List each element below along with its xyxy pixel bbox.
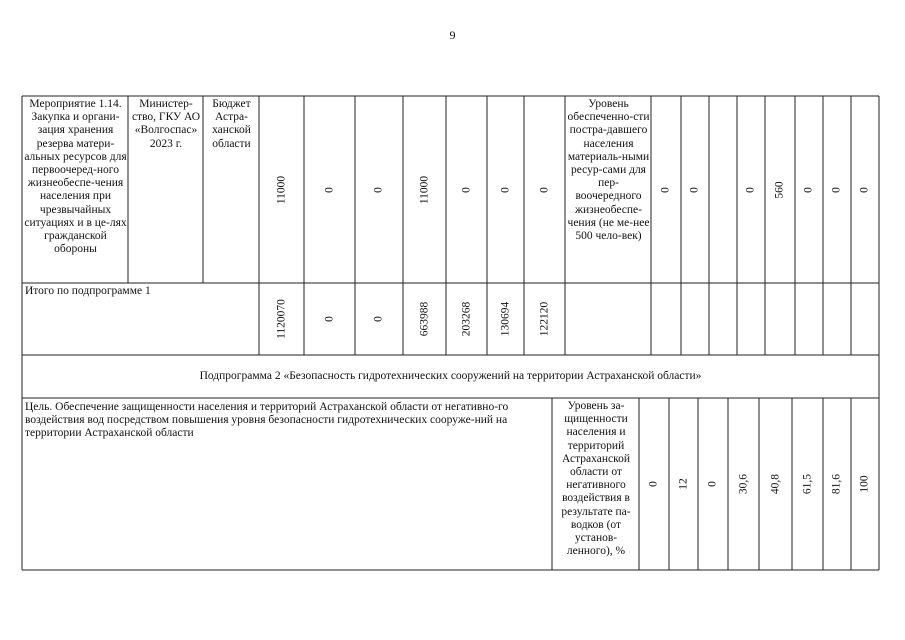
row2-funding-cell xyxy=(446,283,487,355)
row4-value: 81,6 xyxy=(830,473,843,495)
source-cell: Бюджет Астра-ханской области xyxy=(212,98,251,150)
row4-value: 0 xyxy=(647,481,660,487)
page-number: 9 xyxy=(449,28,456,42)
row1-funding-value: 11000 xyxy=(417,175,430,204)
row2-funding-value: 0 xyxy=(372,316,385,322)
row4-value: 40,8 xyxy=(768,473,781,495)
row4-value-cell xyxy=(669,398,698,570)
row1-value-cell xyxy=(709,96,737,283)
row4-value: 12 xyxy=(676,478,689,490)
row2-funding-cell xyxy=(355,283,403,355)
row1-funding-value: 0 xyxy=(498,186,511,193)
row2-funding-cell xyxy=(487,283,524,355)
row1-value: 0 xyxy=(830,186,843,193)
row1-funding-cell xyxy=(355,96,403,283)
row1-funding-value: 0 xyxy=(372,186,385,193)
subtotal-label: Итого по подпрограмме 1 xyxy=(25,285,151,297)
subprogram-heading: Подпрограмма 2 «Безопасность гидротехнических сооружений на территории Астраханской области» xyxy=(199,370,702,382)
row2-funding-value: 122120 xyxy=(537,301,550,337)
row1-value-cell xyxy=(651,96,681,283)
row1-funding-total: 11000 xyxy=(274,175,287,204)
row4-value: 61,5 xyxy=(800,473,813,495)
row1-indicator-cell: Уровень обеспеченно-сти постра-давшего населения материаль-ными ресур-сами для пер-воочередного жизнеобеспе-чения (не ме-нее 500 чело-век) xyxy=(567,98,650,243)
row2-funding-value: 0 xyxy=(322,316,335,322)
row1-value: 0 xyxy=(802,186,815,193)
row1-value: 560 xyxy=(773,180,786,199)
row2-funding-total: 1120070 xyxy=(274,299,287,339)
row1-value-cell xyxy=(681,96,709,283)
row4-value: 100 xyxy=(858,475,871,493)
row2-funding-cell xyxy=(524,283,565,355)
row1-funding-cell xyxy=(304,96,355,283)
row1-funding-cell xyxy=(487,96,524,283)
executor-cell: Министер-ство, ГКУ АО «Волгоспас» 2023 г. xyxy=(131,98,201,150)
row1-value-cell xyxy=(851,96,879,283)
row4-value-cell xyxy=(823,398,851,570)
row4-value-cell xyxy=(792,398,823,570)
row2-funding-cell xyxy=(304,283,355,355)
measure-cell: Мероприятие 1.14. Закупка и органи-зация хранения резерва матери-альных ресурсов для первоочеред-ного жизнеобеспе-чения населения при чрезвычайных ситуациях и в це-лях гражданской обороны xyxy=(24,98,127,256)
row4-value-cell xyxy=(639,398,669,570)
row1-value: 0 xyxy=(858,186,871,193)
row4-value: 0 xyxy=(706,481,719,487)
row2-funding-value: 663988 xyxy=(417,301,430,337)
row2-funding-value: 203268 xyxy=(459,301,472,337)
row1-value: 0 xyxy=(688,186,701,193)
row4-value-cell xyxy=(851,398,879,570)
row1-funding-value: 0 xyxy=(459,186,472,193)
row1-funding-cell xyxy=(259,96,304,283)
row4-value-cell xyxy=(698,398,728,570)
row4-value: 30,6 xyxy=(736,473,749,495)
row1-value-cell xyxy=(823,96,851,283)
row2-funding-cell xyxy=(259,283,304,355)
row4-indicator-cell: Уровень за-щищенности населения и территорий Астраханской области от негативного воздействия в результате па-водков (от установ-ленного), % xyxy=(561,400,631,558)
row1-value: 0 xyxy=(744,186,757,193)
row1-value-cell xyxy=(737,96,765,283)
row1-funding-cell xyxy=(403,96,446,283)
row1-funding-value: 0 xyxy=(537,186,550,193)
row1-funding-cell xyxy=(446,96,487,283)
goal-text: Цель. Обеспечение защищенности населения и территорий Астраханской области от негативно-го воздействия вод посредством повышения уровня безопасности гидротехнических сооруже-ний на территории Астраханской области xyxy=(25,401,509,440)
row1-value: 0 xyxy=(659,186,672,193)
row2-funding-cell xyxy=(403,283,446,355)
row4-value-cell xyxy=(759,398,792,570)
row1-value-cell xyxy=(795,96,823,283)
row1-funding-cell xyxy=(524,96,565,283)
row1-funding-value: 0 xyxy=(322,186,335,193)
row4-value-cell xyxy=(728,398,759,570)
row1-value-cell xyxy=(765,96,795,283)
row2-funding-value: 130694 xyxy=(498,301,511,337)
